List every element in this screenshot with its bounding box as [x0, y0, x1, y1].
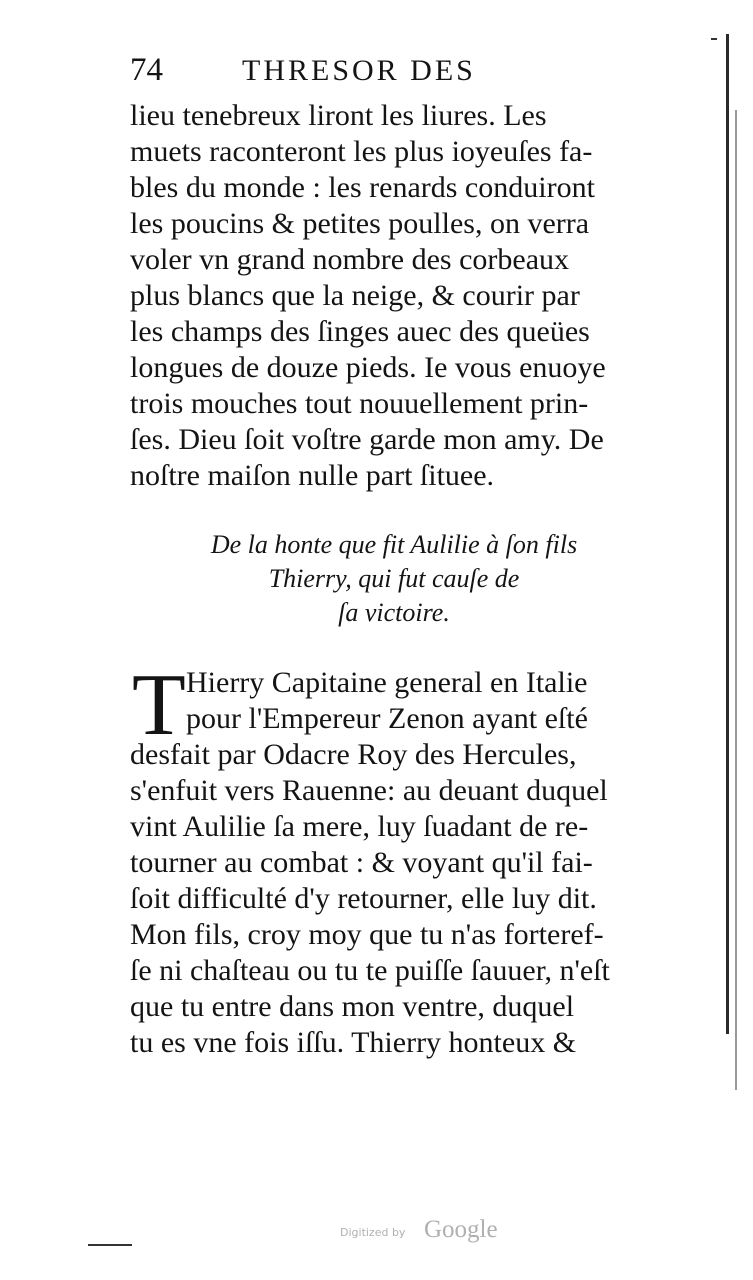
page-edge-shadow [735, 110, 737, 1090]
text-line: plus blancs que la neige, & courir par [130, 279, 580, 312]
edge-mark [88, 1244, 132, 1246]
text-line: lieu tenebreux liront les liures. Les [130, 99, 547, 132]
text-line: Mon fils, croy moy que tu n'as forteref- [130, 918, 604, 951]
running-title: THRESOR DES [242, 54, 476, 87]
drop-cap: T [132, 657, 186, 754]
heading-line: Thierry, qui fut cauſe de [268, 564, 520, 593]
text-line: trois mouches tout nouuellement prin- [130, 387, 589, 420]
text-line: ſes. Dieu ſoit voſtre garde mon amy. De [130, 423, 604, 456]
text-line: pour l'Empereur Zenon ayant eſté [186, 702, 588, 735]
text-line: tu es vne fois iſſu. Thierry honteux & [130, 1026, 577, 1059]
digitization-watermark [340, 1216, 540, 1246]
text-line: vint Aulilie ſa mere, luy ſuadant de re- [130, 810, 589, 843]
text-line: noſtre maiſon nulle part ſituee. [130, 459, 495, 492]
page-edge-line [726, 34, 729, 1034]
text-line: ſe ni chaſteau ou tu te puiſſe ſauuer, n'eſt [130, 954, 610, 987]
heading-line: De la honte que fit Aulilie à ſon fils [210, 530, 578, 559]
edge-mark [711, 38, 717, 40]
text-line: tourner au combat : & voyant qu'il fai- [130, 846, 593, 879]
text-line: les champs des ſinges auec des queües [130, 315, 590, 348]
text-line: que tu entre dans mon ventre, duquel [130, 990, 575, 1023]
watermark-brand: Google [424, 1216, 498, 1243]
text-line: Hierry Capitaine general en Italie [186, 666, 588, 699]
text-line: desfait par Odacre Roy des Hercules, [130, 738, 577, 771]
watermark-prefix: Digitized by [340, 1226, 406, 1239]
running-head [130, 52, 650, 98]
text-line: les poucins & petites poulles, on verra [130, 207, 590, 240]
text-line: longues de douze pieds. Ie vous enuoye [130, 351, 606, 384]
section-heading [130, 528, 658, 630]
heading-line: ſa victoire. [338, 598, 450, 627]
page-number: 74 [130, 52, 163, 88]
text-line: bles du monde : les renards conduiront [130, 171, 595, 204]
text-line: muets raconteront les plus ioyeuſes fa- [130, 135, 593, 168]
text-line: voler vn grand nombre des corbeaux [130, 243, 570, 276]
text-line: s'enfuit vers Rauenne: au deuant duquel [130, 774, 608, 807]
text-line: ſoit difficulté d'y retourner, elle luy dit. [130, 882, 597, 915]
